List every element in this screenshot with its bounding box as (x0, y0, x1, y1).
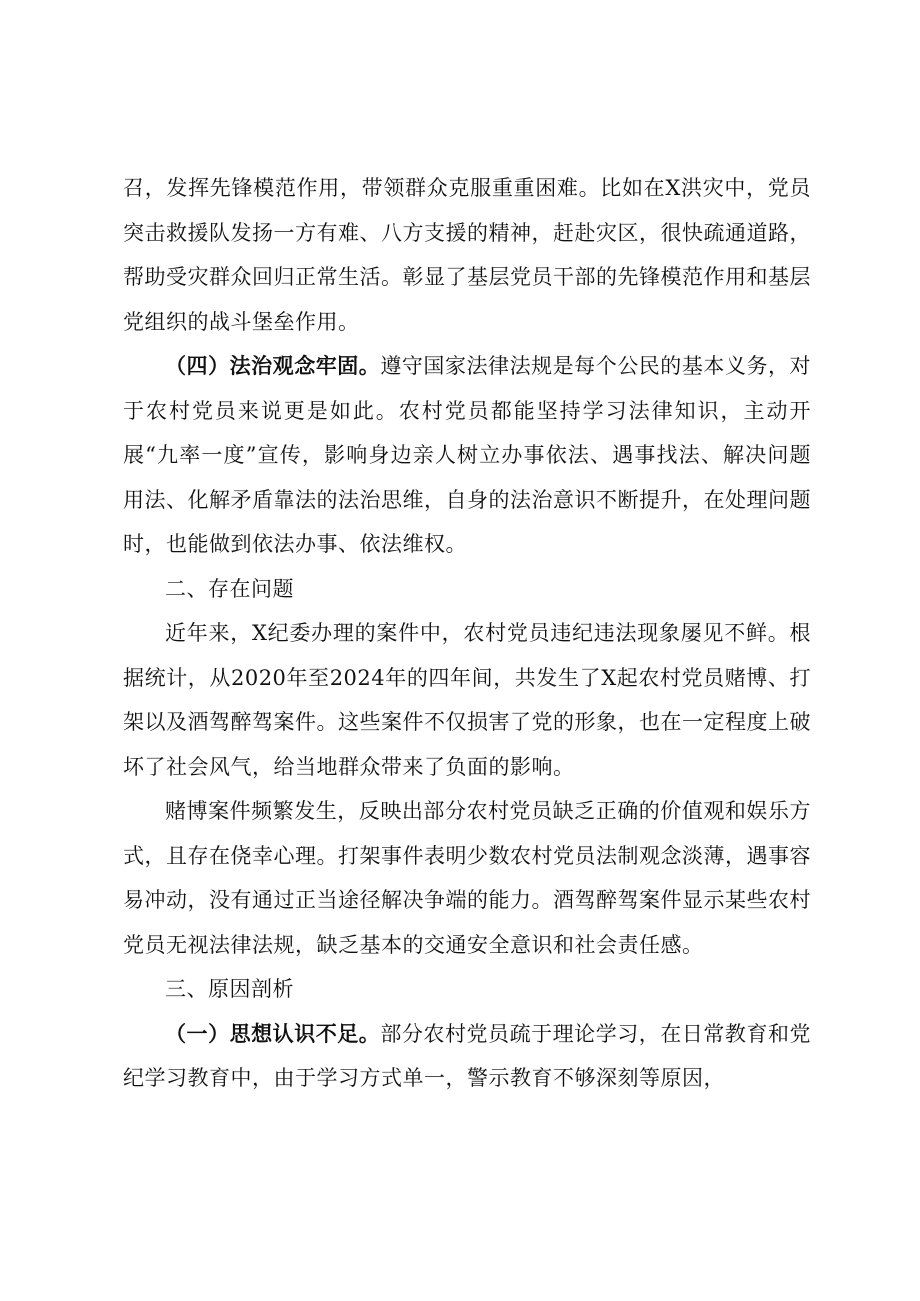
paragraph-continued (123, 166, 811, 344)
document-body (123, 166, 811, 1101)
paragraph-text: 近年来，X纪委办理的案件中，农村党员违纪违法现象屡见不鲜。根据统计，从2020年至2024年的四年间，共发生了X起农村党员赌博、打架以及酒驾醉驾案件。这些案件不仅损害了党的形象，也在一定程度上破坏了社会风气，给当地群众带来了负面的影响。 (123, 621, 811, 779)
paragraph-lead-heading: （一）思想认识不足。 (165, 1020, 381, 1046)
paragraph-text: 遵守国家法律法规是每个公民的基本义务，对于农村党员来说更是如此。农村党员都能坚持学习法律知识，主动开展“九率一度”宣传，影响身边亲人树立办事依法、遇事找法、解决问题用法、化解矛盾靠法的法治思维，自身的法治意识不断提升，在处理问题时，也能做到依法办事、依法维权。 (123, 354, 812, 556)
paragraph-lead-heading: （四）法治观念牢固。 (165, 353, 381, 378)
paragraph-insufficient-awareness (123, 1012, 811, 1101)
paragraph-text: 赌博案件频繁发生，反映出部分农村党员缺乏正确的价值观和娱乐方式，且存在侥幸心理。打架事件表明少数农村党员法制观念淡薄，遇事容易冲动，没有通过正当途径解决争端的能力。酒驾醉驾案件显示某些农村党员无视法律法规，缺乏基本的交通安全意识和社会责任感。 (123, 799, 811, 957)
section-heading-causes: 三、原因剖析 (165, 977, 294, 1001)
paragraph-text: 部分农村党员疏于理论学习，在日常教育和党纪学习教育中，由于学习方式单一，警示教育不够深刻等原因， (123, 1021, 812, 1090)
paragraph-rule-of-law (123, 344, 811, 567)
section-heading-problems: 二、存在问题 (165, 576, 294, 601)
paragraph-cases-analysis (123, 789, 811, 967)
paragraph-cases-statistics (123, 611, 811, 789)
paragraph-text: 召，发挥先锋模范作用，带领群众克服重重困难。比如在X洪灾中，党员突击救援队发扬一方有难、八方支援的精神，赶赴灾区，很快疏通道路，帮助受灾群众回归正常生活。彰显了基层党员干部的先锋模范作用和基层党组织的战斗堡垒作用。 (123, 176, 811, 334)
